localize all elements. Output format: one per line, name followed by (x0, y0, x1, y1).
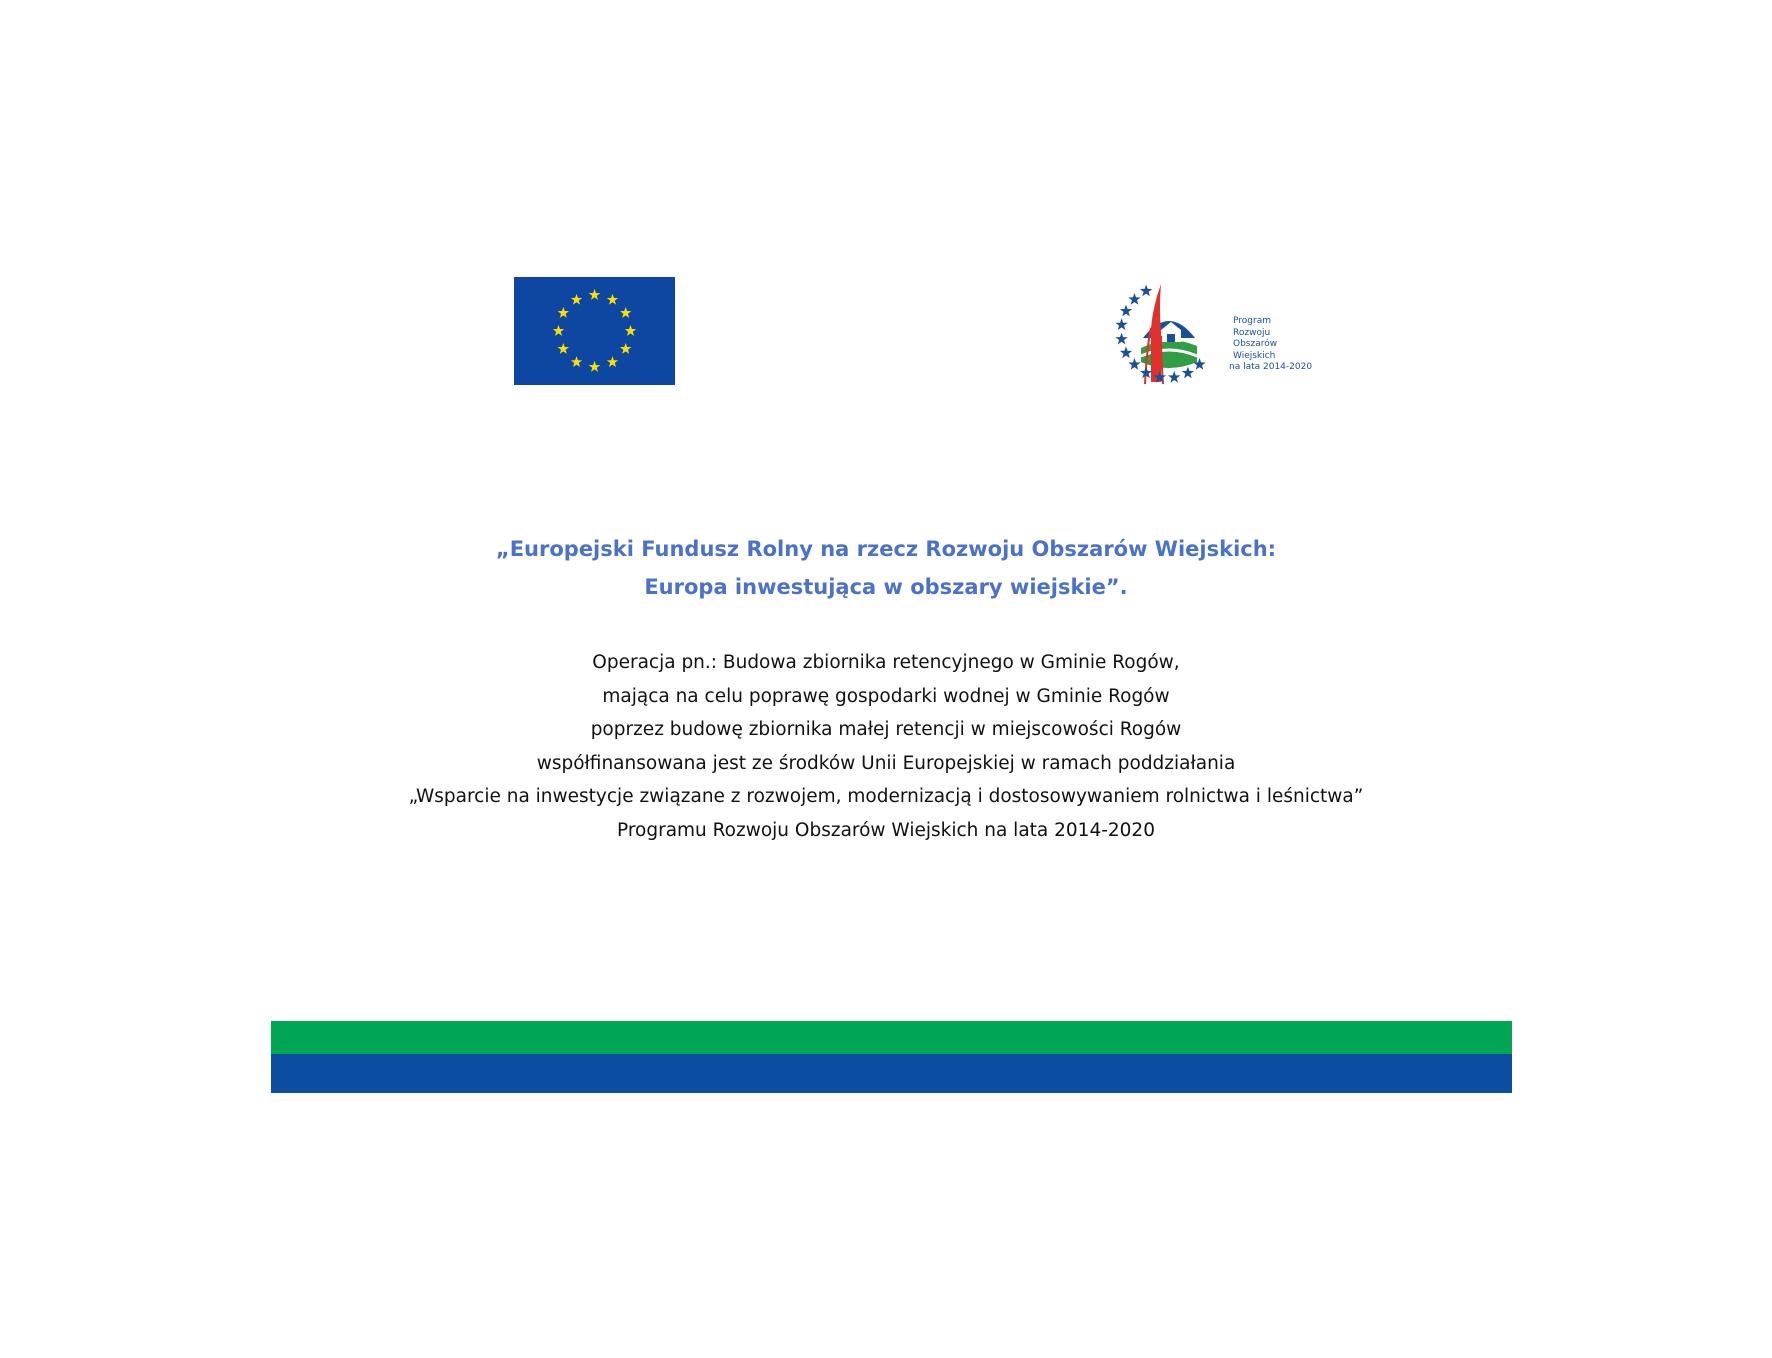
body-line-4: współfinansowana jest ze środków Unii Europejskiej w ramach poddziałania (536, 752, 1236, 774)
prow-line-1: Program (1233, 316, 1271, 326)
body-line-5: „Wsparcie na inwestycje związane z rozwojem, modernizacją i dostosowywaniem rolnictwa i leśnictwa” (408, 786, 1364, 808)
prow-line-2: Rozwoju (1233, 327, 1271, 338)
body-line-3: poprzez budowę zbiornika małej retencji w miejscowości Rogów (590, 719, 1182, 741)
heading-line-2: Europa inwestująca w obszary wiejskie”. (644, 575, 1128, 599)
prow-star-icon (1128, 358, 1140, 370)
heading (0, 530, 1772, 606)
prow-line-5: na lata 2014-2020 (1229, 362, 1313, 372)
green-stripe (271, 1021, 1512, 1054)
prow-line-3: Obszarów (1233, 339, 1278, 349)
prow-logo-icon (1105, 276, 1221, 386)
blue-stripe (271, 1054, 1512, 1093)
prow-star-icon (1128, 293, 1140, 305)
eu-flag-icon (514, 277, 675, 385)
prow-star-icon (1182, 366, 1194, 378)
prow-star-icon (1140, 285, 1152, 297)
prow-star-icon (1120, 305, 1132, 317)
operation-description (0, 646, 1772, 848)
prow-star-icon (1115, 318, 1127, 330)
body-line-6: Programu Rozwoju Obszarów Wiejskich na lata 2014-2020 (617, 819, 1155, 841)
prow-logo (1105, 276, 1313, 386)
prow-star-icon (1120, 346, 1132, 358)
prow-star-icon (1115, 333, 1127, 345)
prow-star-icon (1168, 371, 1180, 383)
body-line-1: Operacja pn.: Budowa zbiornika retencyjnego w Gminie Rogów, (592, 652, 1180, 673)
body-line-2: mająca na celu poprawę gospodarki wodnej w Gminie Rogów (602, 685, 1170, 707)
prow-logo-text (1229, 316, 1313, 374)
heading-line-1: „Europejski Fundusz Rolny na rzecz Rozwoju Obszarów Wiejskich: (495, 537, 1277, 561)
prow-line-4: Wiejskich (1233, 350, 1276, 361)
